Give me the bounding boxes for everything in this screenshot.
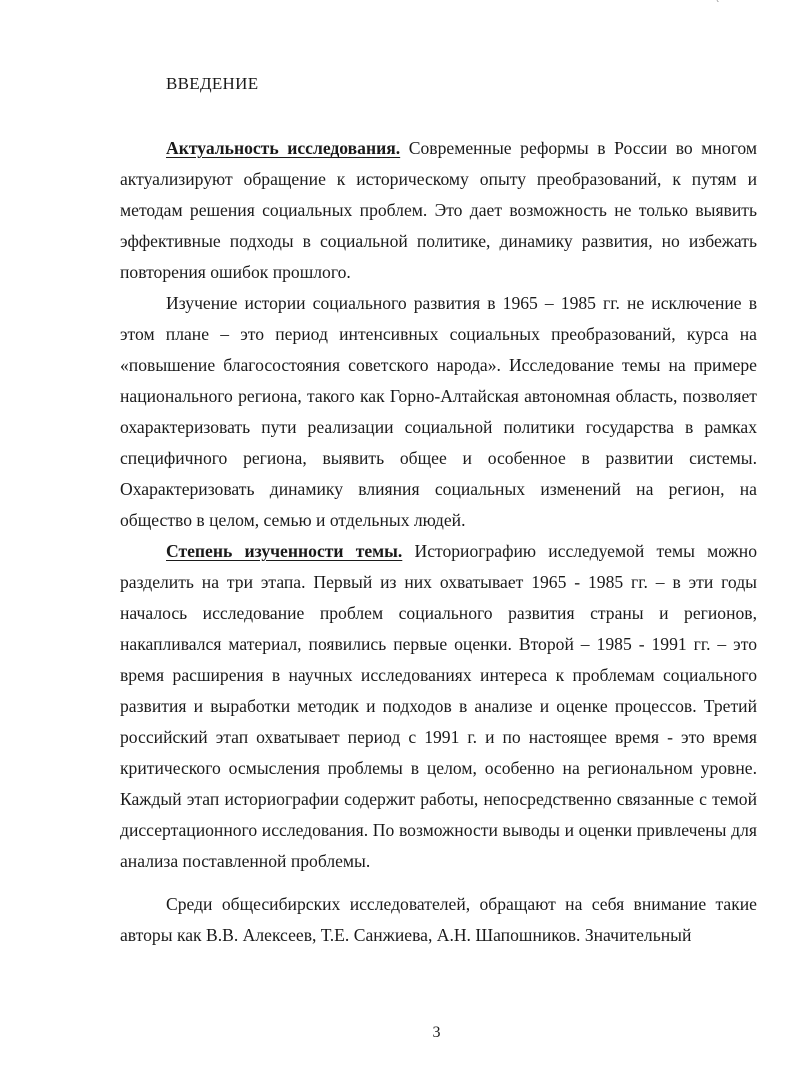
paragraph-text-history: Изучение истории социального развития в 1965 – 1985 гг. не исключение в этом плане – это период интенсивных социальных преобразований, курса на «повышение благосостояния советского народа». Исследование темы на примере национального региона, такого как Горно-Алтайская автономная область, позволяет охарактеризовать пути реализации социальной политики государства в рамках специфичного региона, выявить общее и особенное в развитии системы. Охарактеризовать динамику влияния социальных изменений на регион, на общество в целом, семью и отдельных людей. <box>120 293 757 530</box>
paragraph-text-degree-of-study: Историографию исследуемой темы можно разделить на три этапа. Первый из них охватывает 1965 - 1985 гг. – в эти годы началось исследование проблем социального развития страны и регионов, накапливался материал, появились первые оценки. Второй – 1985 - 1991 гг. – это время расширения в научных исследованиях интереса к проблемам социального развития и выработки методик и подходов в анализе и оценке процессов. Третий российский этап охватывает период с 1991 г. и по настоящее время - это время критического осмысления проблемы в целом, особенно на региональном уровне. Каждый этап историографии содержит работы, непосредственно связанные с темой диссертационного исследования. По возможности выводы и оценки привлечены для анализа поставленной проблемы. <box>120 541 757 871</box>
paragraph-lead-relevance: Актуальность исследования. <box>166 138 401 158</box>
paragraph-text-relevance: Современные реформы в России во многом актуализируют обращение к историческому опыту преобразований, к путям и методам решения социальных проблем. Это дает возможность не только выявить эффективные подходы в социальной политике, динамику развития, но избежать повторения ошибок прошлого. <box>120 138 758 282</box>
paragraph-relevance <box>120 133 757 288</box>
paragraph-history <box>120 288 757 536</box>
paragraph-degree-of-study <box>120 536 757 877</box>
paragraph-researchers <box>120 889 757 951</box>
page-number: 3 <box>432 1024 441 1041</box>
paragraph-text-researchers: Среди общесибирских исследователей, обращают на себя внимание такие авторы как В.В. Алексеев, Т.Е. Санжиева, А.Н. Шапошников. Значительный <box>120 894 757 945</box>
section-heading: ВВЕДЕНИЕ <box>166 74 259 93</box>
body-text <box>120 133 757 951</box>
corner-mark: ` <box>716 0 720 11</box>
paragraph-lead-degree-of-study: Степень изученности темы. <box>166 541 403 561</box>
